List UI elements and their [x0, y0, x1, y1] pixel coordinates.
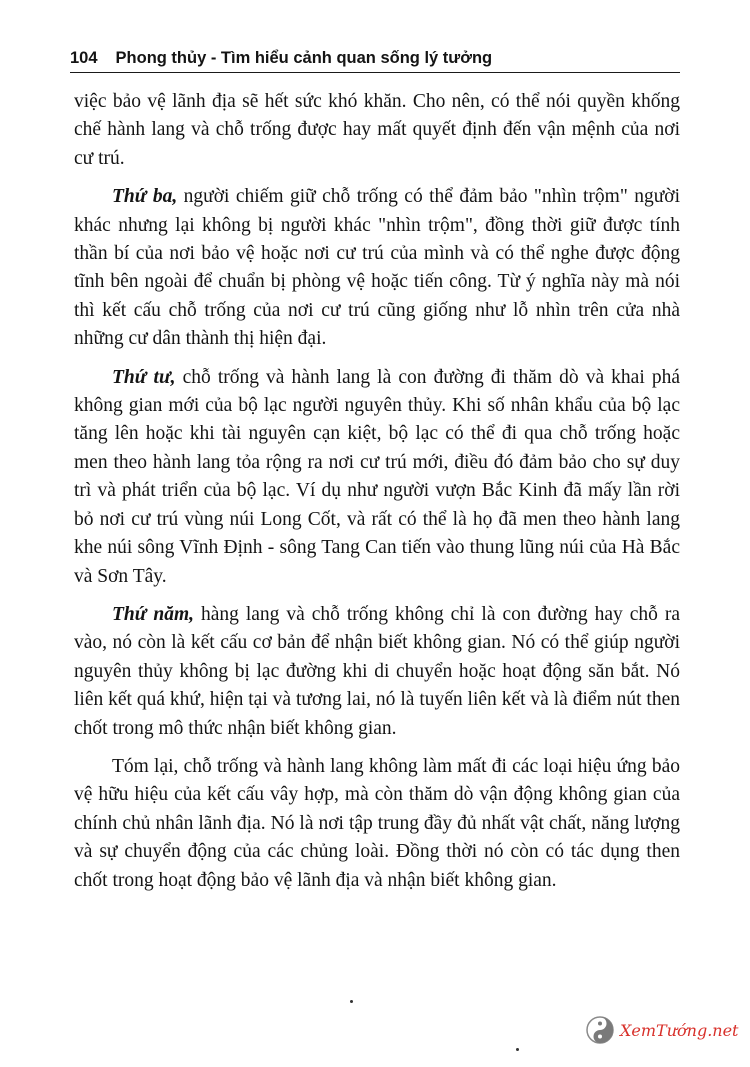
paragraph-lead: Thứ ba,	[112, 186, 178, 208]
page-number: 104	[70, 49, 98, 67]
paragraph-text: việc bảo vệ lãnh địa sẽ hết sức khó khăn. Cho nên, có thể nói quyền khống chế hành lang và chỗ trống được hay mất quyết định đến vận mệnh của nơi cư trú.	[74, 91, 680, 169]
paragraph-thu-tu	[74, 364, 680, 591]
scan-speck	[350, 1000, 353, 1003]
watermark-text: XemTướng.net	[620, 1020, 739, 1040]
paragraph-thu-nam	[74, 601, 680, 743]
paragraph-text: chỗ trống và hành lang là con đường đi thăm dò và khai phá không gian mới của bộ lạc người nguyên thủy. Khi số nhân khẩu của bộ lạc tăng lên hoặc khi tài nguyên cạn kiệt, bộ lạc có thể đi qua chỗ trống hoặc men theo hành lang tỏa rộng ra nơi cư trú mới, điều đó đảm bảo cho sự duy trì và phát triển của bộ lạc. Ví dụ như người vượn Bắc Kinh đã mấy lần rời bỏ nơi cư trú vùng núi Long Cốt, và rất có thể là họ đã men theo hành lang khe núi sông Vĩnh Định - sông Tang Can tiến vào thung lũng núi của Hà Bắc và Sơn Tây.	[74, 366, 680, 587]
paragraph-text: hàng lang và chỗ trống không chỉ là con đường hay chỗ ra vào, nó còn là kết cấu cơ bản để nhận biết không gian. Nó có thể giúp người nguyên thủy không bị lạc đường khi di chuyển hoặc hoạt động săn bắt. Nó liên kết quá khứ, hiện tại và tương lai, nó là tuyến liên kết và là điểm nút then chốt trong mô thức nhận biết không gian.	[74, 603, 680, 739]
body-text	[74, 88, 680, 905]
paragraph-text: Tóm lại, chỗ trống và hành lang không làm mất đi các loại hiệu ứng bảo vệ hữu hiệu của kết cấu vây hợp, mà còn thăm dò vận động không gian của chính chủ nhân lãnh địa. Nó là nơi tập trung đầy đủ nhất vật chất, năng lượng và sự chuyển động của các chủng loài. Đồng thời nó còn có tác dụng then chốt trong hoạt động bảo vệ lãnh địa và nhận biết không gian.	[74, 755, 680, 891]
paragraph-summary	[74, 753, 680, 895]
paragraph-lead: Thứ tư,	[112, 366, 176, 388]
paragraph-lead: Thứ năm,	[112, 603, 195, 625]
yin-yang-icon	[584, 1014, 616, 1046]
running-header	[70, 44, 680, 73]
running-title: Phong thủy - Tìm hiểu cảnh quan sống lý tưởng	[115, 49, 493, 67]
paragraph-thu-ba	[74, 183, 680, 353]
paragraph-continuation	[74, 88, 680, 173]
watermark-link[interactable]	[584, 1010, 738, 1050]
paragraph-text: người chiếm giữ chỗ trống có thể đảm bảo "nhìn trộm" người khác nhưng lại không bị người khác "nhìn trộm", đồng thời giữ được tính thần bí của nơi bảo vệ hoặc nơi cư trú của mình và có thể nghe được động tĩnh bên ngoài để chuẩn bị phòng vệ hoặc tiến công. Từ ý nghĩa này mà nói thì kết cấu chỗ trống của nơi cư trú cũng giống như lỗ nhìn trên cửa nhà những cư dân thành thị hiện đại.	[74, 186, 680, 350]
scan-speck	[516, 1048, 519, 1051]
